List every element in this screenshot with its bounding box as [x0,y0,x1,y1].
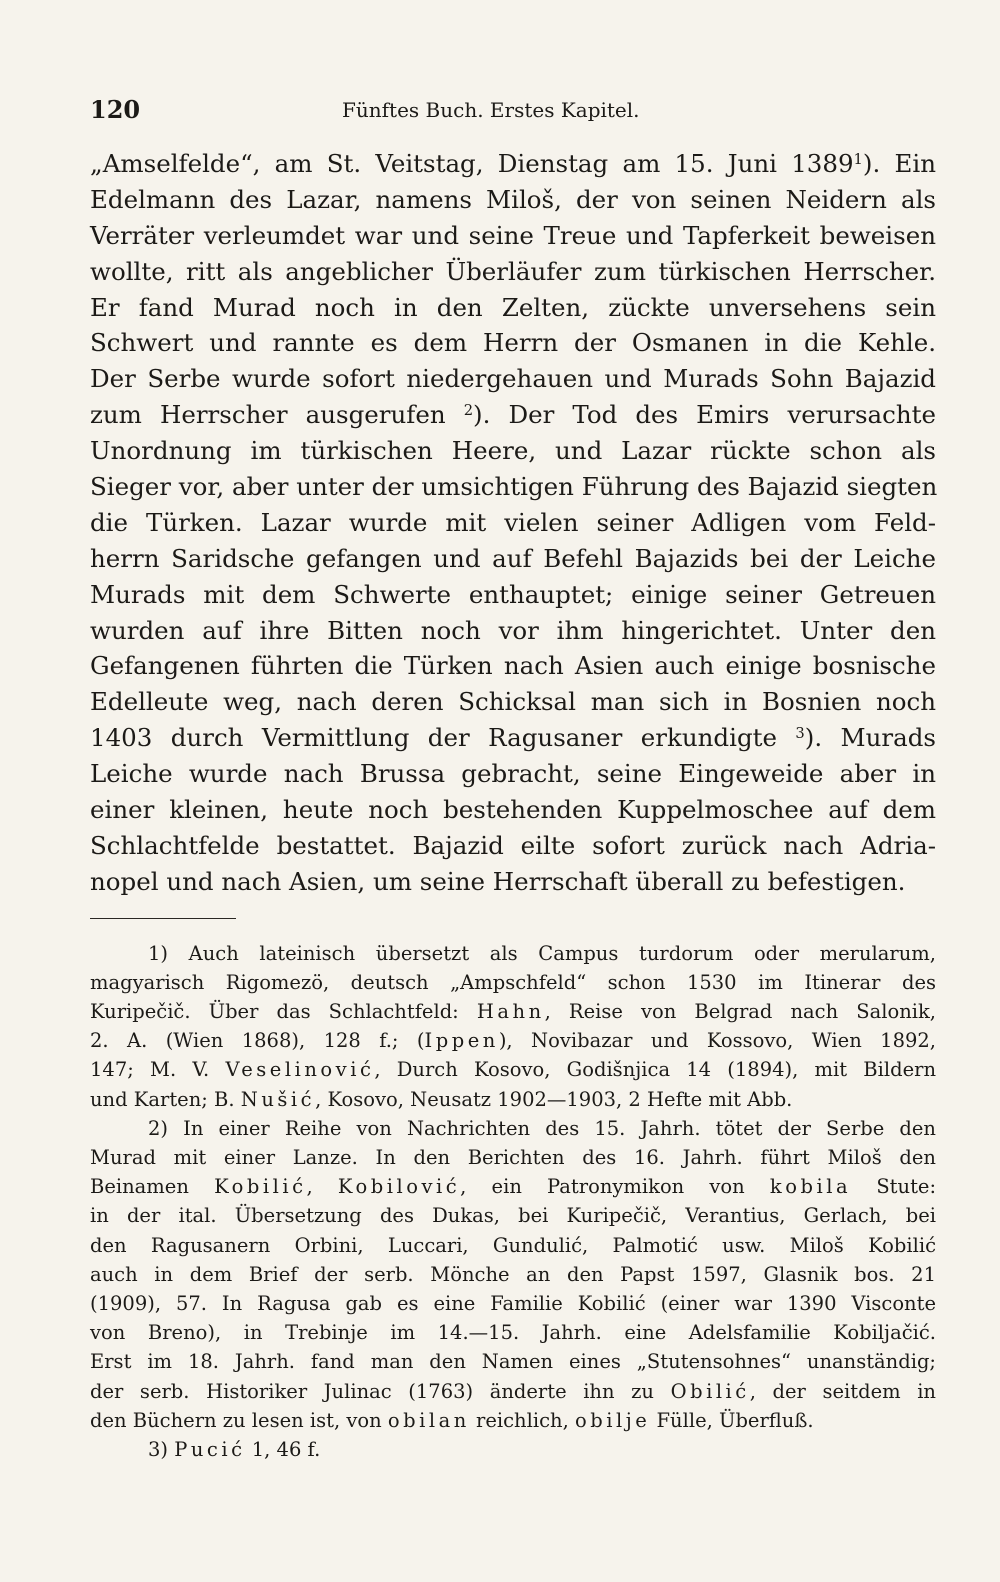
text-line: nopel und nach Asien, um seine Herrschaft überall zu befestigen. [90,866,906,896]
text-line: herrn Saridsche gefangen und auf Befehl Bajazids bei der Leiche [90,543,936,573]
footnote-line: 147; M. V. Veselinović, Durch Kosovo, Godišnjica 14 (1894), mit Bildern [90,1058,936,1082]
footnote-line: 1) Auch lateinisch übersetzt als Campus turdorum oder merularum, [148,941,936,965]
footnote-ref: 2 [463,402,474,420]
text-line: „Amselfelde“, am St. Veitstag, Dienstag am 15. Juni 1389$^1$). Ein [90,149,936,178]
footnote-line: Erst im 18. Jahrh. fand man den Namen eines „Stutensohnes“ unanständig; [90,1350,936,1374]
footnote-line: den Ragusanern Orbini, Luccari, Gundulić, Palmotić usw. Miloš Kobilić [90,1233,936,1257]
main-text [90,146,936,900]
footnote-line: Beinamen Kobilić, Kobilović, ein Patronymikon von kobila Stute: [90,1175,937,1199]
text-line: Leiche wurde nach Brussa gebracht, seine Eingeweide aber in [90,759,936,789]
text-line: Er fand Murad noch in den Zelten, zückte unversehens sein [90,292,936,322]
text-line: Edelmann des Lazar, namens Miloš, der von seinen Neidern als [90,184,936,214]
book-page [90,96,936,1464]
footnote-line: Kuripečič. Über das Schlachtfeld: Hahn, Reise von Belgrad nach Salonik, [90,1000,937,1024]
text-line: 1403 durch Vermittlung der Ragusaner erkundigte $^3$). Murads [90,723,936,753]
footnote-line: den Büchern zu lesen ist, von obilan reichlich, obilje Fülle, Überfluß. [90,1408,814,1432]
footnote-line: 2) In einer Reihe von Nachrichten des 15. Jahrh. tötet der Serbe den [148,1116,936,1140]
text-line: Murads mit dem Schwerte enthauptet; einige seiner Getreuen [90,579,936,609]
footnote-ref: 1 [853,150,863,168]
footnote-line: der serb. Historiker Julinac (1763) änderte ihn zu Obilić, der seitdem in [90,1379,936,1403]
text-line: zum Herrscher ausgerufen $^2$). Der Tod des Emirs verursachte [90,400,937,430]
text-line: wurden auf ihre Bitten noch vor ihm hingerichtet. Unter den [90,615,936,645]
running-title: Fünftes Buch. Erstes Kapitel. [342,98,640,122]
footnote-line: 2. A. (Wien 1868), 128 f.; (Ippen), Novibazar und Kossovo, Wien 1892, [90,1029,936,1053]
running-head [90,96,936,136]
footnote-rule [90,918,236,919]
footnote-line: von Breno), in Trebinje im 14.—15. Jahrh. eine Adelsfamilie Kobiljačić. [90,1321,936,1345]
text-line: Sieger vor, aber unter der umsichtigen Führung des Bajazid siegten [90,472,938,502]
text-line: Schwert und rannte es dem Herrn der Osmanen in die Kehle. [90,328,936,358]
footnote-line: magyarisch Rigomezö, deutsch „Ampschfeld“ schon 1530 im Itinerar des [90,970,936,994]
text-line: Schlachtfelde bestattet. Bajazid eilte sofort zurück nach Adria- [90,830,936,860]
text-line: Edelleute weg, nach deren Schicksal man sich in Bosnien noch [90,687,936,717]
text-line: einer kleinen, heute noch bestehenden Kuppelmoschee auf dem [90,795,936,825]
text-line: Verräter verleumdet war und seine Treue und Tapferkeit beweisen [90,220,936,250]
page-number: 120 [90,95,141,124]
text-line: Der Serbe wurde sofort niedergehauen und Murads Sohn Bajazid [90,364,936,394]
text-line: die Türken. Lazar wurde mit vielen seiner Adligen vom Feld- [90,507,936,537]
text-line: Gefangenen führten die Türken nach Asien auch einige bosnische [90,651,936,681]
footnote-line: (1909), 57. In Ragusa gab es eine Familie Kobilić (einer war 1390 Visconte [90,1291,936,1315]
footnote-line: 3) Pucić 1, 46 f. [148,1437,321,1461]
text-line: Unordnung im türkischen Heere, und Lazar rückte schon als [90,436,936,466]
footnote-line: auch in dem Brief der serb. Mönche an den Papst 1597, Glasnik bos. 21 [90,1262,936,1286]
footnotes [90,939,936,1464]
footnote-line: und Karten; B. Nušić, Kosovo, Neusatz 1902—1903, 2 Hefte mit Abb. [90,1087,793,1111]
footnote-line: in der ital. Übersetzung des Dukas, bei Kuripečič, Verantius, Gerlach, bei [90,1204,936,1228]
footnote-ref: 3 [795,725,805,743]
footnote-line: Murad mit einer Lanze. In den Berichten des 16. Jahrh. führt Miloš den [90,1146,936,1170]
text-line: wollte, ritt als angeblicher Überläufer zum türkischen Herrscher. [90,256,936,286]
